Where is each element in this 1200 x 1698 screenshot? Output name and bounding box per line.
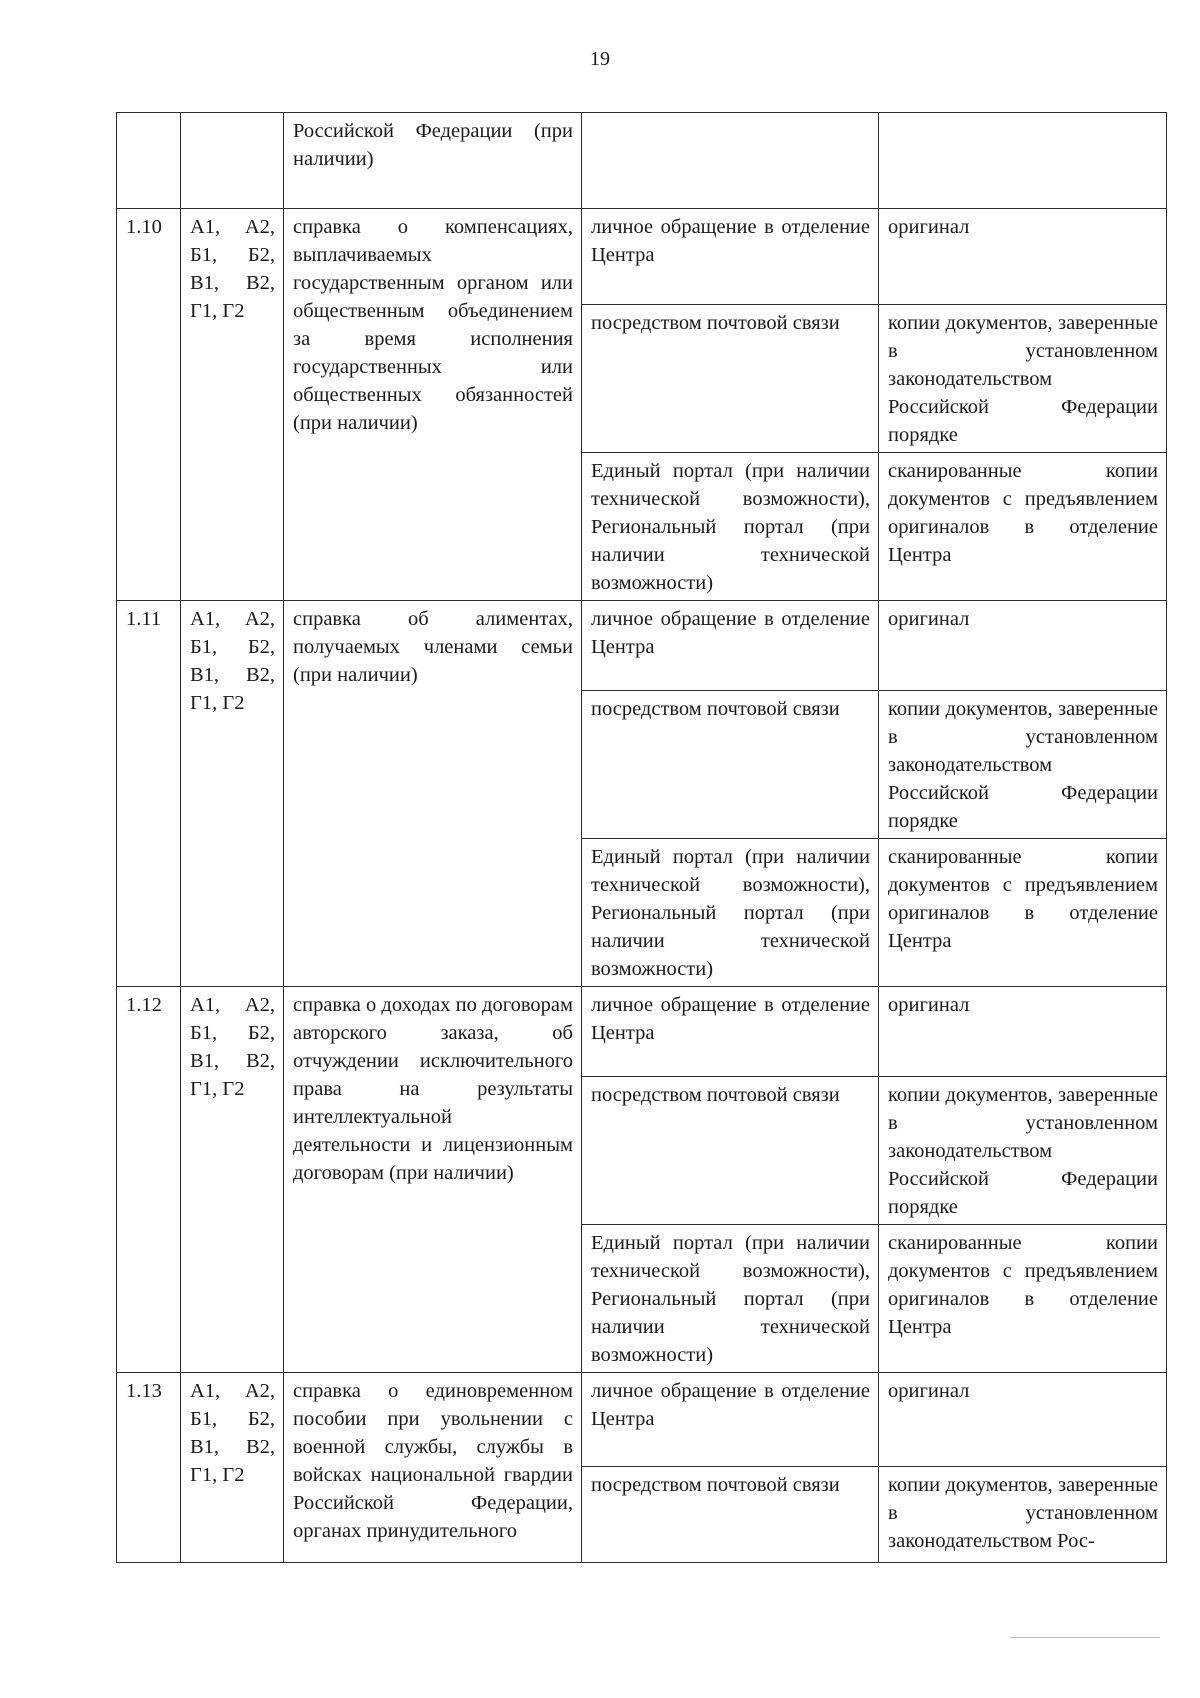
cell-document: Российской Федерации (при наличии): [284, 113, 582, 209]
table-row: [117, 209, 1167, 305]
cell-num: 1.13: [117, 1373, 181, 1563]
cell-method: посредством почтовой связи: [582, 691, 879, 839]
cell-method: посредством почтовой связи: [582, 1467, 879, 1563]
cell-document: справка об алиментах, получаемых членами семьи (при наличии): [284, 601, 582, 987]
cell-method: Единый портал (при наличии технической возможности), Региональный портал (при наличии технической возможности): [582, 1225, 879, 1373]
table-row: [117, 601, 1167, 691]
cell-document: справка о компенсациях, выплачиваемых государственным органом или общественным объединением за время исполнения государственных или общественных обязанностей (при наличии): [284, 209, 582, 601]
cell-num: 1.12: [117, 987, 181, 1373]
cell-form: оригинал: [879, 987, 1167, 1077]
cell-categories: [181, 113, 284, 209]
cell-form: сканированные копии документов с предъявлением оригиналов в отделение Центра: [879, 839, 1167, 987]
cell-form: [879, 113, 1167, 209]
cell-form: копии документов, заверенные в установленном законодательством Российской Федерации порядке: [879, 691, 1167, 839]
cell-form: сканированные копии документов с предъявлением оригиналов в отделение Центра: [879, 1225, 1167, 1373]
cell-document: справка о доходах по договорам авторского заказа, об отчуждении исключительного права на результаты интеллектуальной деятельности и лицензионным договорам (при наличии): [284, 987, 582, 1373]
cell-num: 1.10: [117, 209, 181, 601]
cell-method: [582, 113, 879, 209]
cell-categories: А1, А2, Б1, Б2, В1, В2, Г1, Г2: [181, 209, 284, 601]
cell-form: копии документов, заверенные в установленном законодательством Российской Федерации порядке: [879, 1077, 1167, 1225]
table-row: [117, 1373, 1167, 1467]
cell-form: оригинал: [879, 209, 1167, 305]
cell-document: справка о единовременном пособии при увольнении с военной службы, службы в войсках национальной гвардии Российской Федерации, органах принудительного: [284, 1373, 582, 1563]
cell-method: личное обращение в отделение Центра: [582, 601, 879, 691]
table-row-continuation: [117, 113, 1167, 209]
cell-method: личное обращение в отделение Центра: [582, 1373, 879, 1467]
cell-num: 1.11: [117, 601, 181, 987]
page-number: 19: [590, 48, 610, 70]
cell-method: Единый портал (при наличии технической возможности), Региональный портал (при наличии технической возможности): [582, 839, 879, 987]
cell-num: [117, 113, 181, 209]
cell-categories: А1, А2, Б1, Б2, В1, В2, Г1, Г2: [181, 1373, 284, 1563]
documents-table: [116, 112, 1167, 1563]
cell-method: посредством почтовой связи: [582, 305, 879, 453]
cell-form: копии документов, заверенные в установленном законодательством Рос-: [879, 1467, 1167, 1563]
cell-form: оригинал: [879, 601, 1167, 691]
cell-categories: А1, А2, Б1, Б2, В1, В2, Г1, Г2: [181, 987, 284, 1373]
scan-edge-mark: [1010, 1637, 1160, 1638]
cell-method: Единый портал (при наличии технической возможности), Региональный портал (при наличии технической возможности): [582, 453, 879, 601]
cell-method: личное обращение в отделение Центра: [582, 209, 879, 305]
cell-form: копии документов, заверенные в установленном законодательством Российской Федерации порядке: [879, 305, 1167, 453]
cell-form: оригинал: [879, 1373, 1167, 1467]
cell-method: посредством почтовой связи: [582, 1077, 879, 1225]
table-row: [117, 987, 1167, 1077]
cell-form: сканированные копии документов с предъявлением оригиналов в отделение Центра: [879, 453, 1167, 601]
cell-method: личное обращение в отделение Центра: [582, 987, 879, 1077]
cell-categories: А1, А2, Б1, Б2, В1, В2, Г1, Г2: [181, 601, 284, 987]
